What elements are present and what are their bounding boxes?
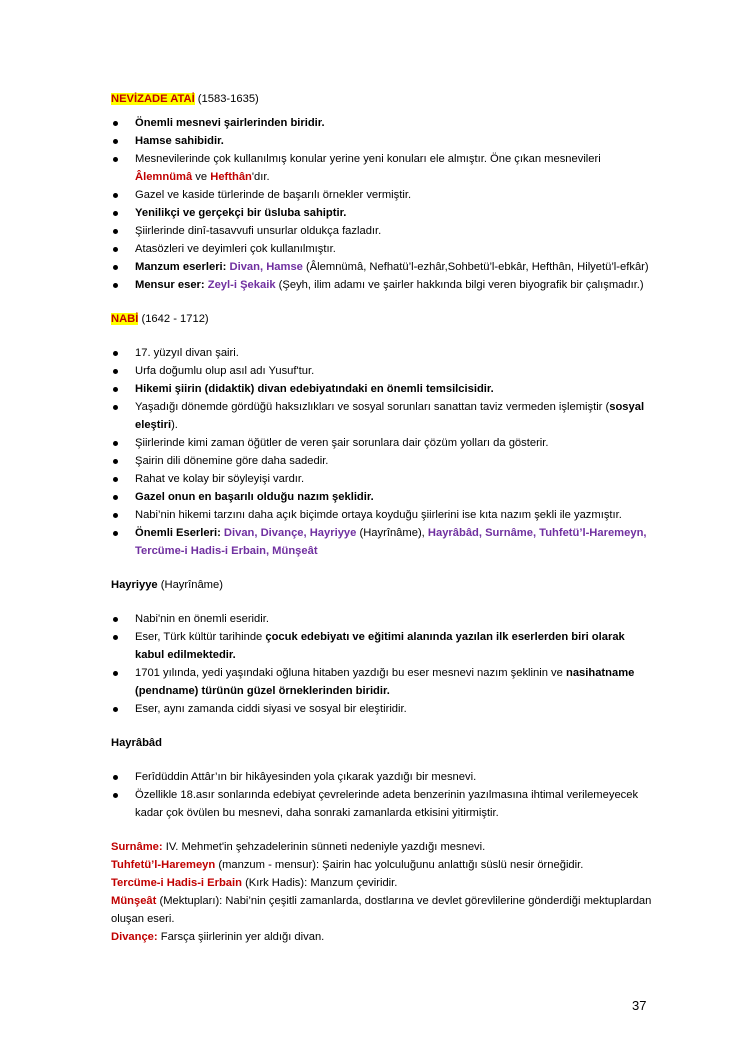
list-item: Önemli Eserleri: Divan, Divançe, Hayriyye (Hayrînâme), Hayrâbâd, Surnâme, Tuhfetü’l-Haremeyn, Tercüme-i Hadis-i Erbain, Münşeât (111, 524, 656, 560)
list-item: Eser, aynı zamanda ciddi siyasi ve sosyal bir eleştiridir. (111, 700, 656, 718)
nabi-heading (111, 310, 656, 328)
hayriyye-list (111, 610, 656, 718)
work-divance: Divançe: Farsça şiirlerinin yer aldığı divan. (111, 931, 325, 943)
work-tercume-i-hadis: Tercüme-i Hadis-i Erbain (Kırk Hadis): Manzum çeviridir. (111, 877, 398, 889)
list-item: Önemli mesnevi şairlerinden biridir. (111, 114, 656, 132)
hayrabad-heading (111, 734, 656, 752)
list-item: Hamse sahibidir. (111, 132, 656, 150)
hayriyye-title: Hayriyye (111, 579, 158, 591)
list-item: Mensur eser: Zeyl-i Şekaik (Şeyh, ilim adamı ve şairler hakkında bilgi veren biyografik bir çalışmadır.) (111, 276, 656, 294)
list-item: Urfa doğumlu olup asıl adı Yusuf'tur. (111, 362, 656, 380)
list-item: Atasözleri ve deyimleri çok kullanılmıştır. (111, 240, 656, 258)
nevizade-name: NEVİZADE ATAİ (111, 93, 195, 105)
list-item: Yenilikçi ve gerçekçi bir üsluba sahiptir. (111, 204, 656, 222)
list-item: 17. yüzyıl divan şairi. (111, 344, 656, 362)
nabi-list (111, 344, 656, 560)
work-munseat: Münşeât (Mektupları): Nabi’nin çeşitli zamanlarda, dostlarına ve devlet görevlilerine gönderdiği mektuplardan oluşan eseri. (111, 895, 652, 925)
list-item: Şiirlerinde dinî-tasavvufi unsurlar oldukça fazladır. (111, 222, 656, 240)
list-item: Nabi’nin hikemi tarzını daha açık biçimde ortaya koyduğu şiirlerini ise kıta nazım şekli ile yazmıştır. (111, 506, 656, 524)
work-surname: Surnâme: IV. Mehmet'in şehzadelerinin sünneti nedeniyle yazdığı mesnevi. (111, 841, 486, 853)
hayriyye-subtitle: (Hayrînâme) (157, 579, 223, 591)
hayrabad-title: Hayrâbâd (111, 737, 162, 749)
list-item: Ferîdüddin Attâr’ın bir hikâyesinden yola çıkarak yazdığı bir mesnevi. (111, 768, 656, 786)
list-item: Özellikle 18.asır sonlarında edebiyat çevrelerinde adeta benzerinin yazılmasına ihtimal verilemeyecek kadar çok övülen bu mesnevi, daha sonraki zamanlarda etkisini yitirmiştir. (111, 786, 656, 822)
nevizade-years: (1583-1635) (194, 93, 259, 105)
page-number: 37 (632, 998, 647, 1013)
list-item: 1701 yılında, yedi yaşındaki oğluna hitaben yazdığı bu eser mesnevi nazım şeklinin ve nasihatname (pendname) türünün güzel örneklerinden biridir. (111, 664, 656, 700)
list-item: Yaşadığı dönemde gördüğü haksızlıkları ve sosyal sorunları sanattan taviz vermeden işlemiştir (sosyal eleştiri). (111, 398, 656, 434)
list-item: Şiirlerinde kimi zaman öğütler de veren şair sorunlara dair çözüm yolları da gösterir. (111, 434, 656, 452)
nevizade-heading (111, 90, 656, 108)
hayriyye-heading (111, 576, 656, 594)
list-item: Mesnevilerinde çok kullanılmış konular yerine yeni konuları ele almıştır. Öne çıkan mesnevileri Âlemnümâ ve Hefthân'dır. (111, 150, 656, 186)
nabi-years: (1642 - 1712) (138, 313, 209, 325)
hayrabad-list (111, 768, 656, 822)
nevizade-list (111, 114, 656, 294)
list-item: Eser, Türk kültür tarihinde çocuk edebiyatı ve eğitimi alanında yazılan ilk eserlerden biri olarak kabul edilmektedir. (111, 628, 656, 664)
page-content (111, 90, 656, 946)
list-item: Şairin dili dönemine göre daha sadedir. (111, 452, 656, 470)
list-item: Rahat ve kolay bir söyleyişi vardır. (111, 470, 656, 488)
list-item: Gazel ve kaside türlerinde de başarılı örnekler vermiştir. (111, 186, 656, 204)
list-item: Nabi'nin en önemli eseridir. (111, 610, 656, 628)
list-item: Hikemi şiirin (didaktik) divan edebiyatındaki en önemli temsilcisidir. (111, 380, 656, 398)
nabi-name: NABİ (111, 313, 139, 325)
list-item: Gazel onun en başarılı olduğu nazım şeklidir. (111, 488, 656, 506)
work-tuhfetul-haremeyn: Tuhfetü’l-Haremeyn (manzum - mensur): Şairin hac yolculuğunu anlattığı süslü nesir örneğidir. (111, 859, 584, 871)
list-item: Manzum eserleri: Divan, Hamse (Âlemnümâ, Nefhatü’l-ezhâr,Sohbetü’l-ebkâr, Hefthân, Hilyetü’l-efkâr) (111, 258, 656, 276)
works-definitions (111, 838, 656, 946)
